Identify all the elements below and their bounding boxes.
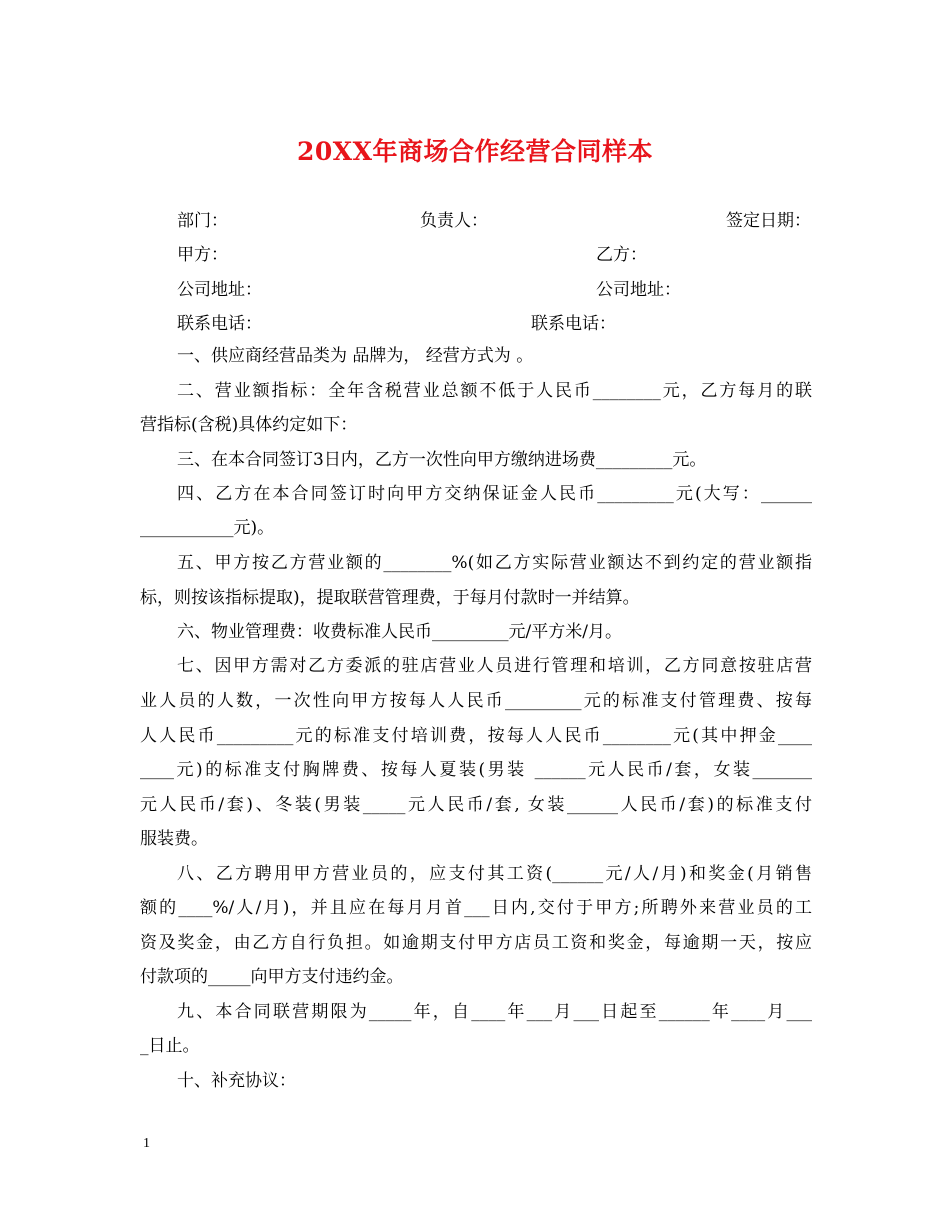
- clause-2-line-1: 二、营业额指标：全年含税营业总额不低于人民币________元，乙方每月的联: [177, 381, 812, 401]
- party-b-label: 乙方：: [596, 245, 647, 265]
- page-number: 1: [143, 1136, 150, 1151]
- clause-2-line-2: 营指标(含税)具体约定如下：: [140, 415, 358, 435]
- clause-9-line-1: 九、本合同联营期限为_____年，自____年___月___日起至______年____月___: [177, 1002, 812, 1022]
- clause-7-line-6: 服装费。: [140, 829, 208, 849]
- clause-7-line-1: 七、因甲方需对乙方委派的驻店营业人员进行管理和培训，乙方同意按驻店营: [177, 656, 812, 676]
- phone-a-label: 联系电话：: [177, 314, 262, 334]
- clause-8-line-4: 付款项的_____向甲方支付违约金。: [140, 967, 404, 987]
- party-a-label: 甲方：: [177, 245, 228, 265]
- address-b-label: 公司地址：: [596, 280, 681, 300]
- clause-6: 六、物业管理费：收费标准人民币_________元/平方米/月。: [177, 622, 622, 642]
- clause-8-line-2: 额的____%/人/月)，并且应在每月月首___日内,交付于甲方;所聘外来营业员的工: [140, 898, 812, 918]
- clause-5-line-2: 标，则按该指标提取)，提取联营管理费，于每月付款时一并结算。: [140, 588, 640, 608]
- clause-7-line-4: ____元)的标准支付胸牌费、按每人夏装(男装 ______元人民币/套，女装_______: [140, 760, 812, 780]
- address-a-label: 公司地址：: [177, 280, 262, 300]
- clause-8-line-1: 八、乙方聘用甲方营业员的，应支付其工资(______元/人/月)和奖金(月销售: [177, 864, 812, 884]
- clause-1: 一、供应商经营品类为 品牌为， 经营方式为 。: [177, 346, 534, 366]
- clause-5-line-1: 五、甲方按乙方营业额的________%(如乙方实际营业额达不到约定的营业额指: [177, 553, 812, 573]
- responsible-label: 负责人：: [420, 211, 488, 231]
- department-label: 部门：: [177, 211, 228, 231]
- clause-8-line-3: 资及奖金，由乙方自行负担。如逾期支付甲方店员工资和奖金，每逾期一天，按应: [140, 933, 812, 953]
- clause-7-line-2: 业人员的人数，一次性向甲方按每人人民币_________元的标准支付管理费、按每: [140, 691, 812, 711]
- sign-date-label: 签定日期：: [726, 211, 811, 231]
- clause-3: 三、在本合同签订3日内，乙方一次性向甲方缴纳进场费_________元。: [177, 450, 707, 470]
- clause-4-line-1: 四、乙方在本合同签订时向甲方交纳保证金人民币_________元(大写：______: [177, 484, 812, 504]
- phone-b-label: 联系电话：: [531, 314, 616, 334]
- clause-9-line-2: _日止。: [140, 1036, 200, 1056]
- clause-10: 十、补充协议：: [177, 1071, 296, 1091]
- clause-7-line-5: 元人民币/套)、冬装(男装_____元人民币/套, 女装______人民币/套)的标准支付: [140, 795, 812, 815]
- clause-7-line-3: 人人民币_________元的标准支付培训费，按每人人民币________元(其中押金____: [140, 726, 812, 746]
- document-title: 20XX年商场合作经营合同样本: [296, 137, 654, 166]
- clause-4-line-2: ___________元)。: [140, 518, 275, 538]
